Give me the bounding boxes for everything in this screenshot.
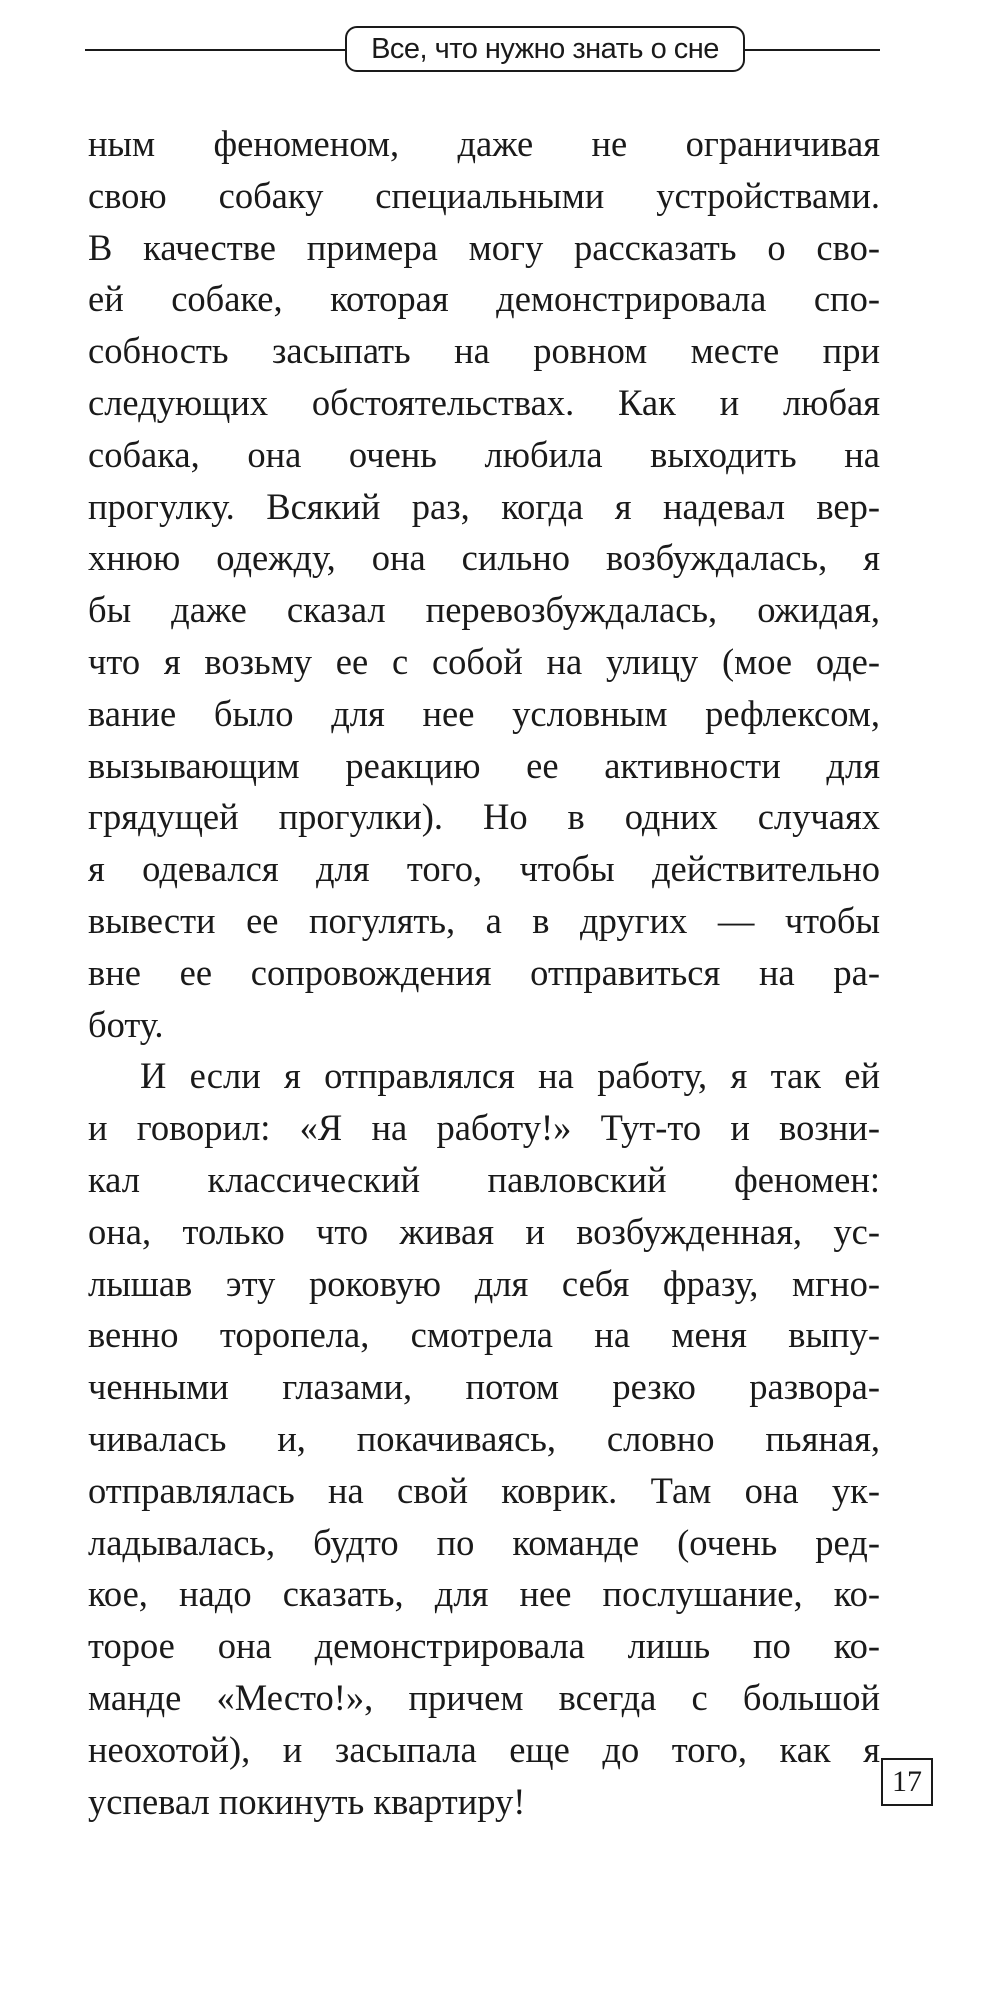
text-line: что я возьму ее с собой на улицу (мое оде- [88, 640, 880, 682]
header-rule-right [745, 49, 880, 51]
text-line: ным феноменом, даже не ограничивая [88, 123, 880, 164]
text-line: я одевался для того, чтобы действительно [88, 848, 880, 890]
text-line: следующих обстоятельствах. Как и любая [88, 381, 880, 423]
paragraph-1 [88, 118, 880, 1050]
text-line: В качестве примера могу рассказать о сво- [88, 226, 880, 268]
text-line: неохотой), и засыпала еще до того, как я [88, 1728, 880, 1770]
text-line: лышав эту роковую для себя фразу, мгно- [88, 1262, 880, 1304]
text-line: грядущей прогулки). Но в одних случаях [88, 796, 880, 838]
text-line: успевал покинуть квартиру! [88, 1780, 526, 1822]
text-line: чивалась и, покачиваясь, словно пьяная, [88, 1417, 880, 1459]
text-line: она, только что живая и возбужденная, ус- [88, 1210, 880, 1252]
text-line: хнюю одежду, она сильно возбуждалась, я [88, 537, 880, 579]
text-line: прогулку. Всякий раз, когда я надевал вер- [88, 485, 880, 527]
running-header [85, 26, 880, 74]
text-line: ченными глазами, потом резко развора- [88, 1366, 880, 1408]
text-line: бы даже сказал перевозбуждалась, ожидая, [88, 589, 880, 631]
text-line: вание было для нее условным рефлексом, [88, 692, 880, 734]
text-line: ей собаке, которая демонстрировала спо- [88, 278, 880, 320]
text-line: собака, она очень любила выходить на [88, 433, 880, 475]
text-line: и говорил: «Я на работу!» Тут-то и возни- [88, 1107, 880, 1149]
text-line: вывести ее погулять, а в других — чтобы [88, 899, 880, 941]
text-line: вне ее сопровождения отправиться на ра- [88, 951, 880, 993]
body-text [88, 118, 880, 1827]
text-line: манде «Место!», причем всегда с большой [88, 1676, 880, 1718]
text-line: отправлялась на свой коврик. Там она ук- [88, 1469, 880, 1511]
text-line: свою собаку специальными устройствами. [88, 174, 880, 216]
text-line: кал классический павловский феномен: [88, 1158, 880, 1200]
running-title: Все, что нужно знать о сне [345, 26, 745, 72]
text-line: И если я отправлялся на работу, я так ей [140, 1055, 880, 1097]
text-line: венно торопела, смотрела на меня выпу- [88, 1314, 880, 1356]
paragraph-2 [88, 1050, 880, 1827]
text-line: собность засыпать на ровном месте при [88, 330, 880, 372]
header-rule-left [85, 49, 345, 51]
text-line: кое, надо сказать, для нее послушание, ко- [88, 1573, 880, 1615]
page-number: 17 [881, 1758, 933, 1806]
text-line: ладывалась, будто по команде (очень ред- [88, 1521, 880, 1563]
text-line: торое она демонстрировала лишь по ко- [88, 1625, 880, 1667]
text-line: вызывающим реакцию ее активности для [88, 744, 880, 786]
text-line: боту. [88, 1003, 164, 1045]
